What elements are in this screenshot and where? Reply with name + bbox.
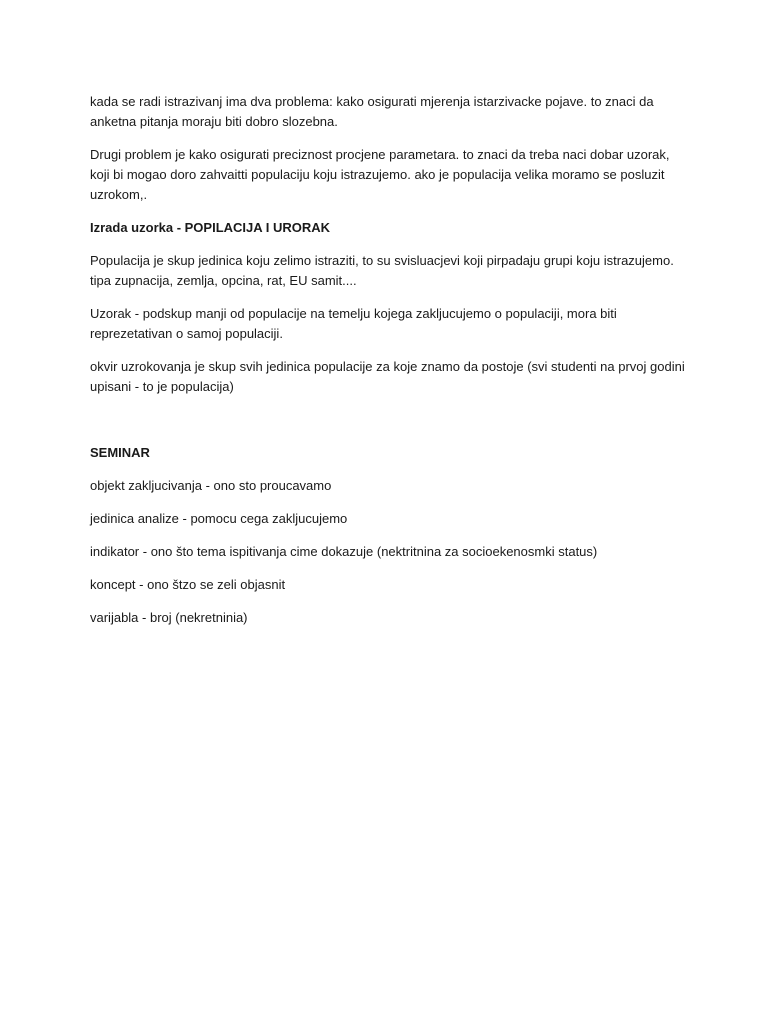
- paragraph-second-problem: Drugi problem je kako osigurati preciznost procjene parametara. to znaci da treba naci dobar uzorak, koji bi mogao doro zahvaitti populaciju koju istrazujemo. ako je populacija velika moramo se posluzit uzrokom,.: [90, 147, 670, 202]
- paragraph-sampling-frame: okvir uzrokovanja je skup svih jedinica populacije za koje znamo da postoje (svi studenti na prvoj godini upisani - to je populacija): [90, 359, 685, 394]
- heading-seminar: SEMINAR: [90, 445, 150, 460]
- document-body: [90, 92, 690, 641]
- definition-indicator: indikator - ono što tema ispitivanja cime dokazuje (nektritnina za socioekenosmki status): [90, 544, 598, 559]
- definition-variable: varijabla - broj (nekretninia): [90, 610, 248, 625]
- paragraph-population: Populacija je skup jedinica koju zelimo istraziti, to su svisluacjevi koji pirpadaju grupi koju istrazujemo. tipa zupnacija, zemlja, opcina, rat, EU samit....: [90, 253, 674, 288]
- paragraph-intro: kada se radi istrazivanj ima dva problema: kako osigurati mjerenja istarzivacke pojave. to znaci da anketna pitanja moraju biti dobro slozebna.: [90, 94, 654, 129]
- definition-object: objekt zakljucivanja - ono sto proucavamo: [90, 478, 332, 493]
- definition-unit-of-analysis: jedinica analize - pomocu cega zakljucujemo: [90, 511, 348, 526]
- blank-line: [90, 410, 690, 443]
- paragraph-sample: Uzorak - podskup manji od populacije na temelju kojega zakljucujemo o populaciji, mora biti reprezetativan o samoj populaciji.: [90, 306, 617, 341]
- heading-sample-design: Izrada uzorka - POPILACIJA I URORAK: [90, 220, 331, 235]
- definition-concept: koncept - ono štzo se zeli objasnit: [90, 577, 286, 592]
